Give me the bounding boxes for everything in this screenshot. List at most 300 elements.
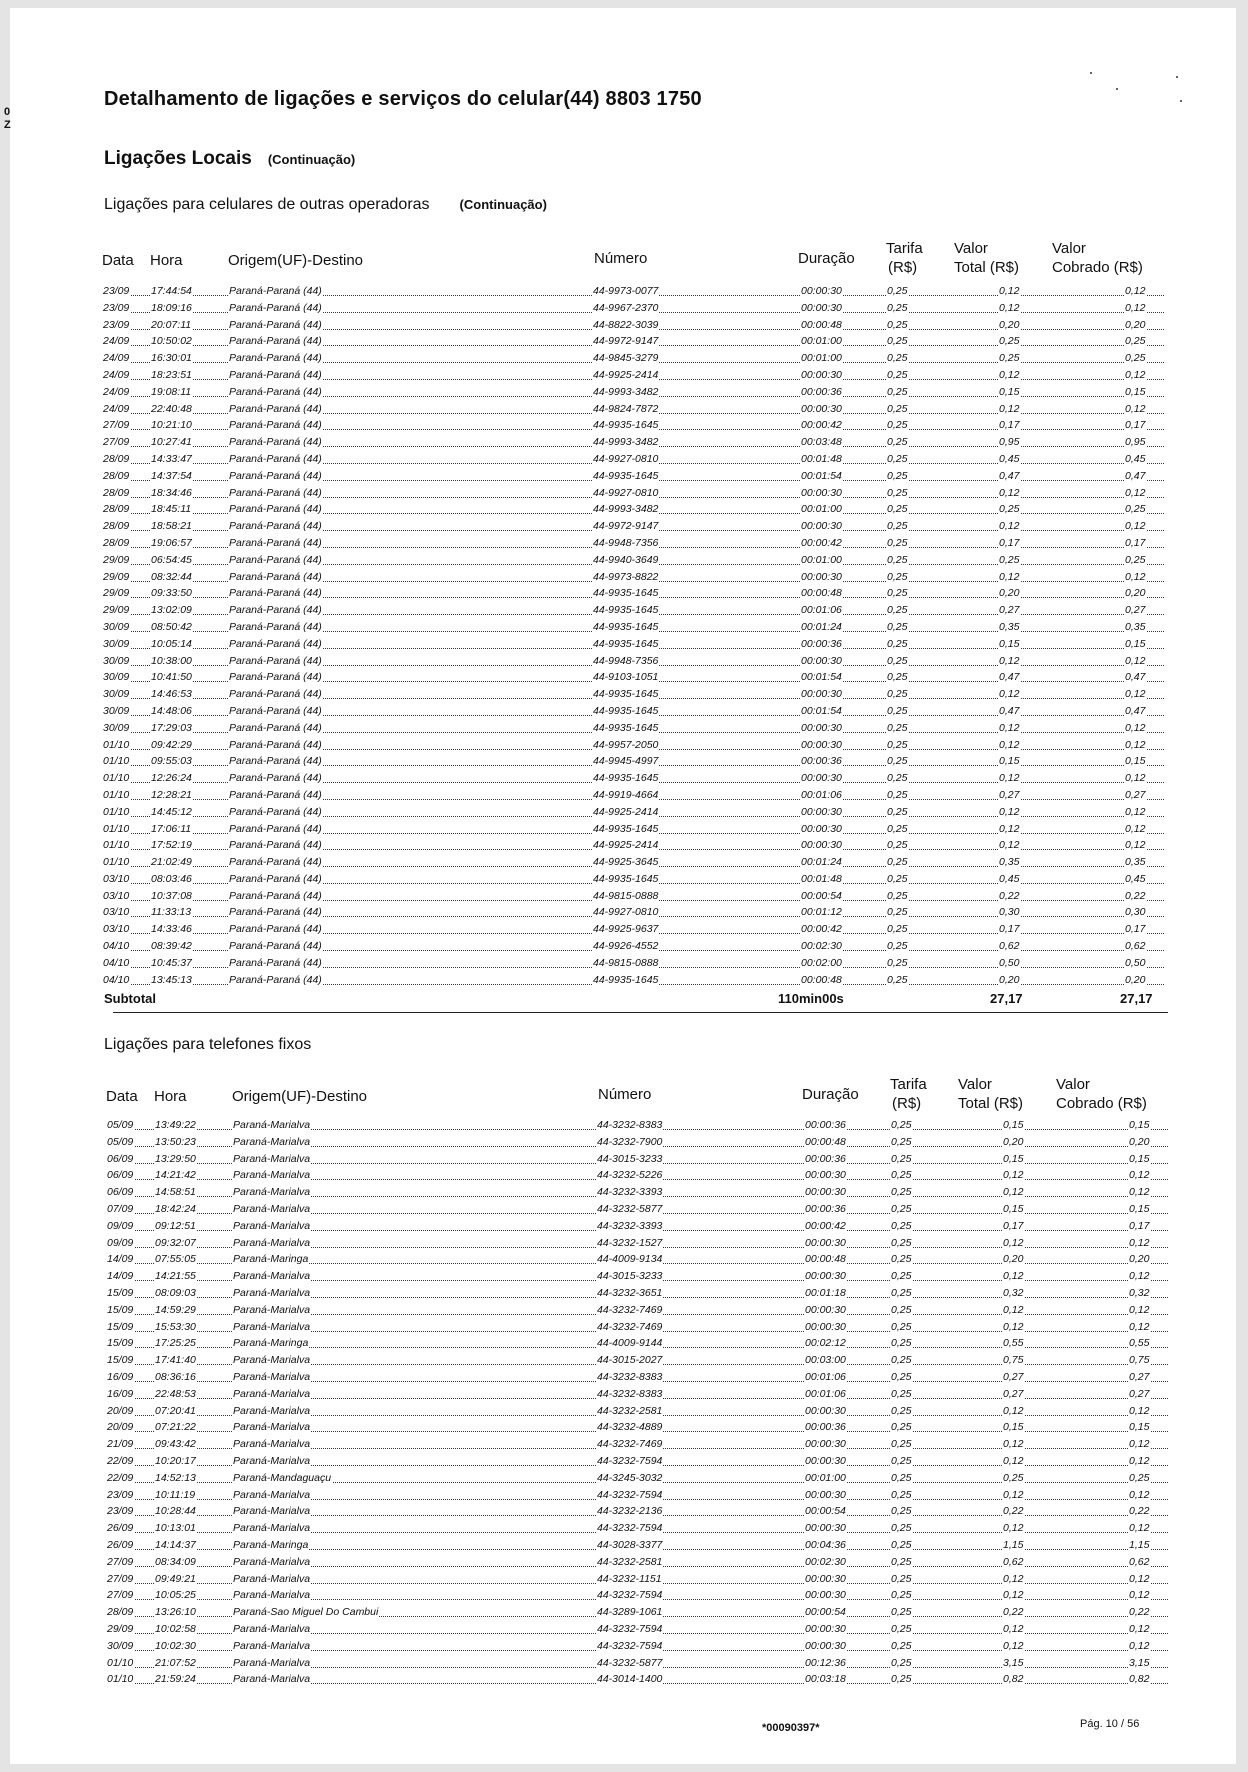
cell-tarifa: 0,25: [891, 1303, 912, 1316]
cell-data: 15/09: [107, 1286, 134, 1299]
cell-tarifa: 0,25: [887, 385, 908, 398]
table-row: [10, 1420, 1236, 1437]
cell-duracao: 00:00:30: [805, 1639, 846, 1652]
cell-origem: Paraná-Marialva: [233, 1370, 311, 1383]
cell-numero: 44-9935-1645: [593, 721, 659, 734]
cell-origem: Paraná-Paraná (44): [229, 520, 322, 533]
cell-origem: Paraná-Paraná (44): [229, 285, 322, 297]
cell-duracao: 00:00:30: [805, 1236, 846, 1249]
cell-numero: 44-9824-7872: [593, 402, 659, 415]
cell-hora: 09:49:21: [155, 1572, 196, 1585]
cell-valor-cobrado: 0,12: [1129, 1589, 1150, 1602]
cell-valor-cobrado: 0,12: [1125, 402, 1146, 415]
cell-valor-cobrado: 0,25: [1125, 335, 1146, 348]
cell-valor-cobrado: 0,25: [1125, 503, 1146, 516]
cell-origem: Paraná-Marialva: [233, 1488, 311, 1501]
cell-tarifa: 0,25: [887, 704, 908, 717]
cell-origem: Paraná-Paraná (44): [229, 604, 322, 617]
cell-tarifa: 0,25: [891, 1219, 912, 1232]
cell-duracao: 00:01:06: [805, 1387, 846, 1400]
cell-duracao: 00:02:30: [805, 1555, 846, 1568]
cell-data: 28/09: [107, 1606, 134, 1619]
cell-valor-total: 0,12: [999, 285, 1020, 297]
cell-duracao: 00:00:30: [801, 368, 842, 381]
cell-origem: Paraná-Paraná (44): [229, 503, 322, 516]
cell-tarifa: 0,25: [887, 671, 908, 684]
cell-hora: 08:34:09: [155, 1555, 196, 1568]
cell-hora: 14:33:47: [151, 452, 192, 465]
cell-data: 05/09: [107, 1135, 134, 1148]
cell-numero: 44-9815-0888: [593, 956, 659, 969]
cell-tarifa: 0,25: [887, 721, 908, 734]
cell-data: 05/09: [107, 1119, 134, 1131]
cell-duracao: 00:00:30: [801, 520, 842, 533]
table-row: [10, 368, 1236, 385]
cell-data: 01/10: [103, 822, 130, 835]
section-title-text: Ligações Locais: [104, 148, 252, 169]
cell-data: 15/09: [107, 1337, 134, 1350]
cell-tarifa: 0,25: [887, 788, 908, 801]
cell-origem: Paraná-Marialva: [233, 1639, 311, 1652]
cell-duracao: 00:00:30: [805, 1438, 846, 1451]
table-row: [10, 637, 1236, 654]
cell-valor-total: 0,12: [1003, 1589, 1024, 1602]
cell-data: 24/09: [103, 335, 130, 348]
table-row: [10, 838, 1236, 855]
cell-origem: Paraná-Paraná (44): [229, 721, 322, 734]
table-row: [10, 1656, 1236, 1673]
col-hora: Hora: [154, 1088, 187, 1105]
cell-tarifa: 0,25: [887, 604, 908, 617]
table-row: [10, 771, 1236, 788]
cell-data: 21/09: [107, 1438, 134, 1451]
cell-duracao: 00:00:30: [801, 805, 842, 818]
cell-tarifa: 0,25: [891, 1337, 912, 1350]
cell-hora: 09:12:51: [155, 1219, 196, 1232]
cell-valor-cobrado: 0,12: [1129, 1320, 1150, 1333]
table-row: [10, 1219, 1236, 1236]
cell-valor-cobrado: 0,12: [1129, 1438, 1150, 1451]
cell-valor-cobrado: 1,15: [1129, 1538, 1150, 1551]
cell-numero: 44-3232-5226: [597, 1169, 663, 1182]
cell-data: 03/10: [103, 872, 130, 885]
cell-hora: 18:34:46: [151, 486, 192, 499]
cell-numero: 44-9948-7356: [593, 536, 659, 549]
cell-origem: Paraná-Paraná (44): [229, 469, 322, 482]
cell-valor-total: 0,12: [1003, 1522, 1024, 1535]
cell-data: 20/09: [107, 1404, 134, 1417]
cell-data: 01/10: [103, 788, 130, 801]
cell-valor-cobrado: 0,12: [1125, 805, 1146, 818]
cell-numero: 44-9925-3645: [593, 856, 659, 869]
cell-valor-cobrado: 0,27: [1125, 788, 1146, 801]
cell-data: 01/10: [103, 755, 130, 768]
side-mark: 0 Z: [4, 106, 11, 131]
cell-origem: Paraná-Marialva: [233, 1270, 311, 1283]
cell-tarifa: 0,25: [891, 1488, 912, 1501]
cell-hora: 10:38:00: [151, 654, 192, 667]
cell-duracao: 00:00:30: [805, 1303, 846, 1316]
cell-tarifa: 0,25: [891, 1421, 912, 1434]
cell-duracao: 00:00:30: [801, 721, 842, 734]
subtotal-duracao: 110min00s: [778, 991, 844, 1006]
cell-valor-total: 0,12: [999, 301, 1020, 314]
cell-tarifa: 0,25: [887, 940, 908, 953]
cell-tarifa: 0,25: [891, 1505, 912, 1518]
cell-valor-cobrado: 0,15: [1129, 1202, 1150, 1215]
cell-hora: 14:46:53: [151, 688, 192, 701]
cell-duracao: 00:00:30: [805, 1186, 846, 1199]
table2-title: Ligações para telefones fixos: [104, 1036, 312, 1053]
cell-data: 06/09: [107, 1152, 134, 1165]
cell-hora: 10:45:37: [151, 956, 192, 969]
cell-numero: 44-8822-3039: [593, 318, 659, 331]
cell-valor-cobrado: 0,50: [1125, 956, 1146, 969]
cell-duracao: 00:00:30: [801, 839, 842, 852]
table-row: [10, 1437, 1236, 1454]
cell-data: 01/10: [103, 856, 130, 869]
cell-duracao: 00:01:00: [801, 553, 842, 566]
cell-origem: Paraná-Paraná (44): [229, 452, 322, 465]
cell-duracao: 00:01:18: [805, 1286, 846, 1299]
cell-hora: 08:36:16: [155, 1370, 196, 1383]
table-row: [10, 1488, 1236, 1505]
cell-origem: Paraná-Marialva: [233, 1387, 311, 1400]
cell-duracao: 00:04:36: [805, 1538, 846, 1551]
cell-duracao: 00:02:00: [801, 956, 842, 969]
cell-duracao: 00:00:30: [805, 1404, 846, 1417]
cell-valor-total: 0,12: [1003, 1454, 1024, 1467]
table-row: [10, 654, 1236, 671]
cell-valor-total: 0,12: [1003, 1572, 1024, 1585]
col-hora: Hora: [150, 252, 183, 269]
cell-data: 23/09: [107, 1505, 134, 1518]
cell-valor-cobrado: 0,15: [1125, 385, 1146, 398]
cell-origem: Paraná-Paraná (44): [229, 872, 322, 885]
cell-valor-cobrado: 0,25: [1129, 1471, 1150, 1484]
cell-valor-cobrado: 0,32: [1129, 1286, 1150, 1299]
cell-tarifa: 0,25: [887, 956, 908, 969]
cell-numero: 44-3015-3233: [597, 1270, 663, 1283]
cell-valor-total: 0,12: [999, 570, 1020, 583]
cell-numero: 44-9927-0810: [593, 486, 659, 499]
cell-valor-total: 0,35: [999, 620, 1020, 633]
table-row: [10, 284, 1236, 301]
cell-valor-total: 0,95: [999, 436, 1020, 449]
cell-valor-total: 0,25: [999, 553, 1020, 566]
cell-hora: 14:21:55: [155, 1270, 196, 1283]
cell-numero: 44-9925-2414: [593, 839, 659, 852]
cell-hora: 12:26:24: [151, 772, 192, 785]
cell-numero: 44-3232-3393: [597, 1219, 663, 1232]
cell-valor-total: 0,12: [999, 839, 1020, 852]
table1-header: [10, 240, 1236, 282]
table-row: [10, 318, 1236, 335]
cell-numero: 44-9935-1645: [593, 637, 659, 650]
cell-origem: Paraná-Maringa: [233, 1253, 309, 1266]
cell-numero: 44-9935-1645: [593, 620, 659, 633]
col-duracao: Duração: [798, 250, 855, 267]
cell-valor-total: 0,12: [999, 822, 1020, 835]
cell-data: 01/10: [103, 805, 130, 818]
cell-numero: 44-3232-3393: [597, 1186, 663, 1199]
cell-numero: 44-9935-1645: [593, 419, 659, 432]
cell-tarifa: 0,25: [891, 1572, 912, 1585]
cell-data: 24/09: [103, 352, 130, 365]
cell-valor-total: 0,12: [1003, 1320, 1024, 1333]
cell-valor-total: 0,47: [999, 704, 1020, 717]
cell-origem: Paraná-Paraná (44): [229, 637, 322, 650]
col-valor-cobrado-unit: Cobrado (R$): [1056, 1095, 1147, 1112]
cell-origem: Paraná-Marialva: [233, 1656, 311, 1669]
cell-valor-cobrado: 0,15: [1125, 637, 1146, 650]
table-row: [10, 1353, 1236, 1370]
cell-duracao: 00:00:30: [805, 1622, 846, 1635]
cell-valor-total: 0,12: [999, 654, 1020, 667]
cell-tarifa: 0,25: [887, 318, 908, 331]
cell-data: 27/09: [103, 436, 130, 449]
cell-numero: 44-9993-3482: [593, 385, 659, 398]
cell-valor-cobrado: 0,27: [1129, 1387, 1150, 1400]
table-row: [10, 1118, 1236, 1135]
cell-valor-cobrado: 0,20: [1125, 973, 1146, 986]
cell-origem: Paraná-Paraná (44): [229, 368, 322, 381]
cell-hora: 14:58:51: [155, 1186, 196, 1199]
cell-tarifa: 0,25: [887, 654, 908, 667]
cell-tarifa: 0,25: [887, 856, 908, 869]
cell-origem: Paraná-Paraná (44): [229, 436, 322, 449]
table1-continuation: (Continuação): [459, 197, 547, 212]
cell-tarifa: 0,25: [887, 889, 908, 902]
cell-origem: Paraná-Paraná (44): [229, 536, 322, 549]
cell-numero: 44-3232-7469: [597, 1303, 663, 1316]
col-valor-total-unit: Total (R$): [954, 259, 1020, 276]
col-valor-total: Valor: [958, 1076, 992, 1093]
cell-valor-total: 0,15: [1003, 1152, 1024, 1165]
cell-tarifa: 0,25: [887, 419, 908, 432]
cell-valor-total: 0,17: [999, 419, 1020, 432]
cell-numero: 44-9935-1645: [593, 604, 659, 617]
cell-duracao: 00:01:12: [801, 906, 842, 919]
cell-valor-cobrado: 0,47: [1125, 469, 1146, 482]
cell-duracao: 00:00:30: [801, 822, 842, 835]
cell-valor-total: 3,15: [1003, 1656, 1024, 1669]
table-row: [10, 1605, 1236, 1622]
table-row: [10, 788, 1236, 805]
cell-valor-total: 0,22: [1003, 1606, 1024, 1619]
table-row: [10, 1504, 1236, 1521]
cell-numero: 44-3028-3377: [597, 1538, 663, 1551]
subtotal-label: Subtotal: [104, 991, 156, 1006]
cell-hora: 13:45:13: [151, 973, 192, 986]
cell-valor-cobrado: 0,62: [1125, 940, 1146, 953]
cell-numero: 44-3232-1151: [597, 1572, 662, 1585]
table1-title-text: Ligações para celulares de outras operadoras: [104, 196, 430, 213]
table-row: [10, 939, 1236, 956]
cell-hora: 10:27:41: [151, 436, 192, 449]
cell-data: 23/09: [103, 285, 130, 297]
cell-tarifa: 0,25: [887, 335, 908, 348]
cell-origem: Paraná-Marialva: [233, 1236, 311, 1249]
cell-hora: 08:39:42: [151, 940, 192, 953]
cell-valor-cobrado: 0,20: [1125, 318, 1146, 331]
subtotal-valor-cobrado: 27,17: [1120, 991, 1153, 1006]
cell-tarifa: 0,25: [887, 688, 908, 701]
cell-tarifa: 0,25: [887, 503, 908, 516]
table-row: [10, 1639, 1236, 1656]
table1-rows: [10, 284, 1236, 989]
cell-tarifa: 0,25: [887, 469, 908, 482]
table-row: [10, 1286, 1236, 1303]
cell-tarifa: 0,25: [891, 1538, 912, 1551]
table-row: [10, 1370, 1236, 1387]
cell-hora: 08:32:44: [151, 570, 192, 583]
cell-tarifa: 0,25: [891, 1370, 912, 1383]
cell-duracao: 00:00:54: [805, 1505, 846, 1518]
cell-valor-cobrado: 0,12: [1125, 486, 1146, 499]
table-row: [10, 452, 1236, 469]
cell-hora: 13:50:23: [155, 1135, 196, 1148]
cell-hora: 08:09:03: [155, 1286, 196, 1299]
cell-hora: 14:33:46: [151, 923, 192, 936]
cell-duracao: 00:00:30: [801, 285, 842, 297]
cell-tarifa: 0,25: [887, 805, 908, 818]
cell-tarifa: 0,25: [891, 1186, 912, 1199]
cell-data: 28/09: [103, 452, 130, 465]
cell-origem: Paraná-Paraná (44): [229, 587, 322, 600]
cell-valor-total: 0,45: [999, 872, 1020, 885]
cell-hora: 10:13:01: [155, 1522, 196, 1535]
cell-data: 30/09: [103, 637, 130, 650]
cell-origem: Paraná-Paraná (44): [229, 352, 322, 365]
cell-valor-total: 0,12: [999, 738, 1020, 751]
cell-valor-cobrado: 0,75: [1129, 1354, 1150, 1367]
table-row: [10, 872, 1236, 889]
cell-numero: 44-9935-1645: [593, 822, 659, 835]
cell-tarifa: 0,25: [891, 1119, 912, 1131]
cell-duracao: 00:00:36: [801, 637, 842, 650]
cell-hora: 14:45:12: [151, 805, 192, 818]
cell-duracao: 00:01:54: [801, 704, 842, 717]
cell-duracao: 00:12:36: [805, 1656, 846, 1669]
cell-duracao: 00:02:30: [801, 940, 842, 953]
cell-duracao: 00:00:48: [801, 318, 842, 331]
cell-tarifa: 0,25: [891, 1606, 912, 1619]
cell-valor-cobrado: 0,12: [1129, 1522, 1150, 1535]
cell-data: 03/10: [103, 923, 130, 936]
cell-tarifa: 0,25: [887, 520, 908, 533]
cell-valor-total: 0,12: [999, 368, 1020, 381]
cell-hora: 10:05:14: [151, 637, 192, 650]
cell-data: 01/10: [107, 1673, 134, 1686]
cell-data: 28/09: [103, 520, 130, 533]
cell-duracao: 00:00:30: [801, 301, 842, 314]
cell-origem: Paraná-Paraná (44): [229, 486, 322, 499]
cell-valor-cobrado: 0,15: [1129, 1152, 1150, 1165]
cell-duracao: 00:01:48: [801, 872, 842, 885]
col-valor-cobrado-unit: Cobrado (R$): [1052, 259, 1143, 276]
cell-tarifa: 0,25: [891, 1286, 912, 1299]
cell-origem: Paraná-Marialva: [233, 1438, 311, 1451]
cell-data: 23/09: [103, 318, 130, 331]
cell-valor-cobrado: 0,27: [1129, 1370, 1150, 1383]
table-row: [10, 1471, 1236, 1488]
table-row: [10, 570, 1236, 587]
cell-hora: 17:25:25: [155, 1337, 196, 1350]
cell-origem: Paraná-Paraná (44): [229, 654, 322, 667]
cell-data: 27/09: [107, 1572, 134, 1585]
table-row: [10, 536, 1236, 553]
table-row: [10, 1168, 1236, 1185]
cell-numero: 44-9925-2414: [593, 368, 659, 381]
cell-origem: Paraná-Paraná (44): [229, 805, 322, 818]
cell-tarifa: 0,25: [887, 301, 908, 314]
cell-valor-cobrado: 0,22: [1125, 889, 1146, 902]
cell-numero: 44-3232-2581: [597, 1404, 663, 1417]
cell-hora: 21:02:49: [151, 856, 192, 869]
cell-valor-total: 0,12: [1003, 1438, 1024, 1451]
table-row: [10, 1320, 1236, 1337]
cell-numero: 44-9935-1645: [593, 772, 659, 785]
cell-data: 29/09: [103, 587, 130, 600]
cell-data: 09/09: [107, 1236, 134, 1249]
cell-tarifa: 0,25: [887, 973, 908, 986]
cell-duracao: 00:00:30: [805, 1589, 846, 1602]
cell-valor-cobrado: 0,35: [1125, 856, 1146, 869]
cell-numero: 44-9925-2414: [593, 805, 659, 818]
cell-origem: Paraná-Marialva: [233, 1135, 311, 1148]
cell-valor-total: 0,25: [999, 352, 1020, 365]
cell-duracao: 00:00:30: [801, 570, 842, 583]
cell-origem: Paraná-Paraná (44): [229, 419, 322, 432]
cell-origem: Paraná-Paraná (44): [229, 553, 322, 566]
cell-origem: Paraná-Marialva: [233, 1219, 311, 1232]
cell-tarifa: 0,25: [887, 637, 908, 650]
cell-duracao: 00:00:42: [801, 923, 842, 936]
cell-tarifa: 0,25: [887, 822, 908, 835]
cell-tarifa: 0,25: [891, 1354, 912, 1367]
cell-origem: Paraná-Marialva: [233, 1202, 311, 1215]
cell-hora: 17:06:11: [151, 822, 192, 835]
cell-tarifa: 0,25: [891, 1320, 912, 1333]
cell-valor-total: 0,12: [1003, 1488, 1024, 1501]
cell-origem: Paraná-Sao Miguel Do Cambui: [233, 1606, 379, 1619]
table-row: [10, 1185, 1236, 1202]
cell-origem: Paraná-Marialva: [233, 1119, 311, 1131]
table-row: [10, 1588, 1236, 1605]
table-row: [10, 855, 1236, 872]
cell-numero: 44-9845-3279: [593, 352, 659, 365]
cell-origem: Paraná-Marialva: [233, 1572, 311, 1585]
table-row: [10, 1135, 1236, 1152]
cell-numero: 44-3232-2136: [597, 1505, 663, 1518]
table-row: [10, 469, 1236, 486]
table-row: [10, 1152, 1236, 1169]
cell-tarifa: 0,25: [887, 368, 908, 381]
cell-duracao: 00:00:30: [805, 1488, 846, 1501]
cell-hora: 09:32:07: [155, 1236, 196, 1249]
col-valor-cobrado: Valor: [1056, 1076, 1090, 1093]
cell-tarifa: 0,25: [891, 1404, 912, 1417]
cell-tarifa: 0,25: [887, 923, 908, 936]
cell-valor-cobrado: 0,17: [1125, 419, 1146, 432]
cell-duracao: 00:03:48: [801, 436, 842, 449]
cell-data: 26/09: [107, 1522, 134, 1535]
cell-data: 29/09: [103, 553, 130, 566]
cell-numero: 44-9972-9147: [593, 335, 659, 348]
table-row: [10, 385, 1236, 402]
table-row: [10, 1404, 1236, 1421]
